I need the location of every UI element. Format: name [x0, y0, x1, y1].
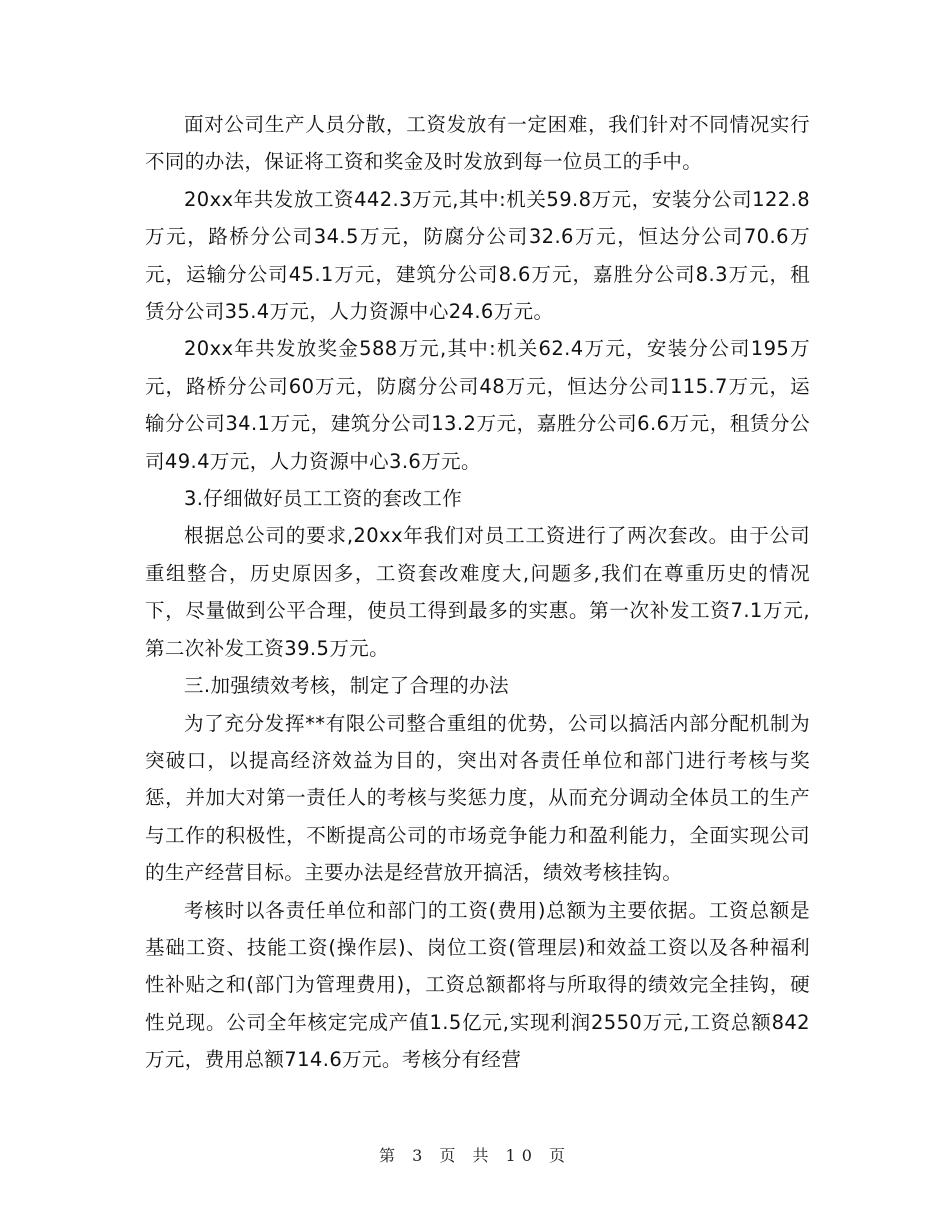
paragraph-performance-goals: 为了充分发挥**有限公司整合重组的优势，公司以搞活内部分配机制为突破口，以提高经济效益为目的，突出对各责任单位和部门进行考核与奖惩，并加大对第一责任人的考核与奖惩力度，从而充分调动全体员工的生产与工作的积极性，不断提高公司的市场竞争能力和盈利能力，全面实现公司的生产经营目标。主要办法是经营放开搞活，绩效考核挂钩。 [145, 711, 810, 885]
section-heading-performance: 三.加强绩效考核，制定了合理的办法 [184, 674, 509, 698]
paragraph-assessment-basis: 考核时以各责任单位和部门的工资(费用)总额为主要依据。工资总额是基础工资、技能工资(操作层)、岗位工资(管理层)和效益工资以及各种福利性补贴之和(部门为管理费用)，工资总额都将与所取得的绩效完全挂钩，硬性兑现。公司全年核定完成产值1.5亿元,实现利润2550万元,工资总额842万元，费用总额714.6万元。考核分有经营 [145, 898, 810, 1072]
paragraph-bonus-breakdown: 20xx年共发放奖金588万元,其中:机关62.4万元，安装分公司195万元，路桥分公司60万元，防腐分公司48万元，恒达分公司115.7万元，运输分公司34.1万元，建筑分公司13.2万元，嘉胜分公司6.6万元，租赁分公司49.4万元，人力资源中心3.6万元。 [145, 337, 810, 473]
page-number-footer: 第 3 页 共 10 页 [379, 1146, 571, 1165]
document-body [145, 106, 810, 1079]
paragraph-salary-breakdown: 20xx年共发放工资442.3万元,其中:机关59.8万元，安装分公司122.8万元，路桥分公司34.5万元，防腐分公司32.6万元，恒达分公司70.6万元，运输分公司45.1万元，建筑分公司8.6万元，嘉胜分公司8.3万元，租赁分公司35.4万元，人力资源中心24.6万元。 [145, 187, 810, 324]
section-heading-salary-reform: 3.仔细做好员工工资的套改工作 [184, 487, 463, 511]
paragraph-salary-distribution: 面对公司生产人员分散，工资发放有一定困难，我们针对不同情况实行不同的办法，保证将工资和奖金及时发放到每一位员工的手中。 [145, 113, 810, 174]
paragraph-salary-reform: 根据总公司的要求,20xx年我们对员工工资进行了两次套改。由于公司重组整合，历史原因多，工资套改难度大,问题多,我们在尊重历史的情况下，尽量做到公平合理，使员工得到最多的实惠。第一次补发工资7.1万元,第二次补发工资39.5万元。 [145, 524, 810, 660]
